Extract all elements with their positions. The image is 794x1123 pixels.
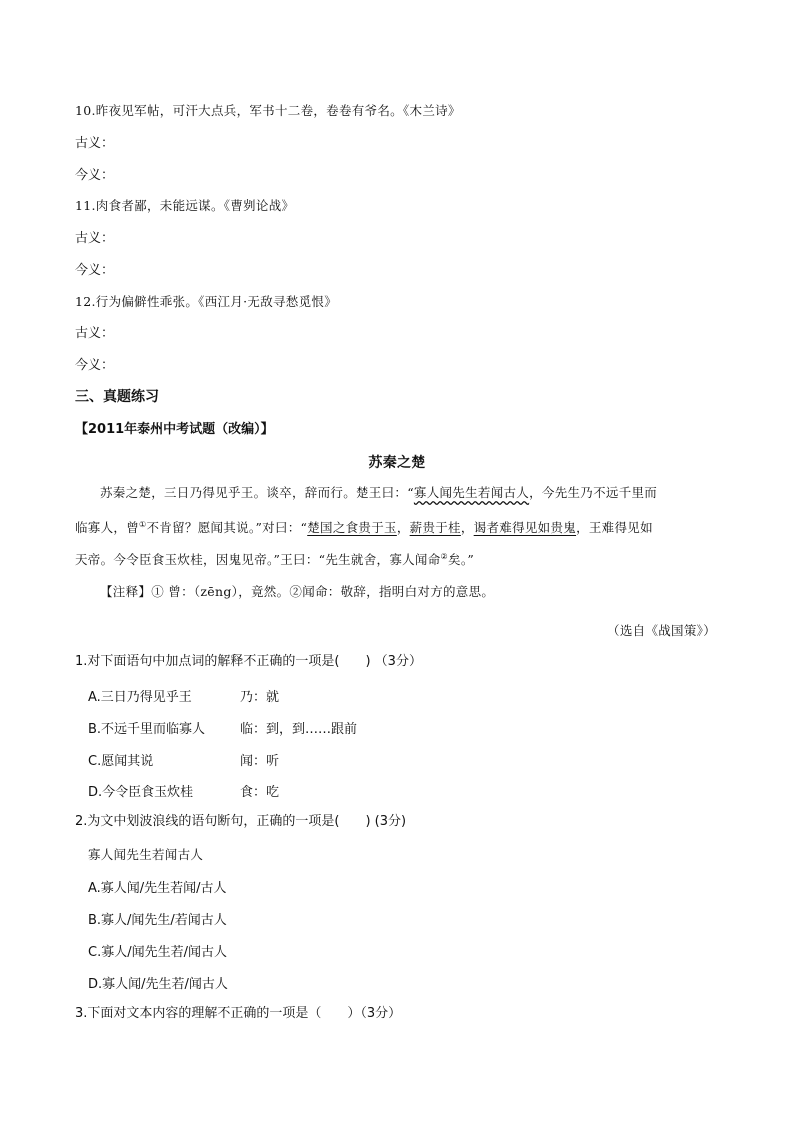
q1-option-b-gloss: 临：到，到……跟前: [240, 722, 358, 737]
q2-option-c: C.寡人/闻先生若/闻古人: [88, 945, 227, 960]
item-text: 肉食者鄙，未能远谋。《曹刿论战》: [95, 198, 295, 213]
passage-text: 临寡人，曾: [75, 520, 140, 536]
gu-label: 古义：: [75, 231, 115, 246]
q2-option-b: B.寡人/闻先生/若闻古人: [88, 913, 227, 928]
q1-option-d-gloss: 食：吃: [240, 785, 280, 800]
q1-option-a: A.三日乃得见乎王: [88, 690, 192, 705]
passage-source: （选自《战国策》）: [607, 623, 716, 638]
question-2-stem: 2.为文中划波浪线的语句断句，正确的一项是( ) (3分): [75, 814, 407, 829]
question-1-stem: 1.对下面语句中加点词的解释不正确的一项是( ) （3分）: [75, 654, 422, 669]
q2-sentence: 寡人闻先生若闻古人: [88, 847, 204, 862]
gu-label: 古义：: [75, 326, 115, 341]
passage-line-3: [75, 548, 474, 569]
wavy-sentence: 寡人闻先生若闻古人: [413, 485, 530, 500]
item-10: [75, 102, 461, 120]
passage-text: ，: [396, 520, 410, 536]
jin-label: 今义：: [75, 358, 115, 373]
question-3-stem: 3.下面对文本内容的理解不正确的一项是（ ）（3分）: [75, 1006, 402, 1021]
q1-option-b: B.不远千里而临寡人: [88, 722, 206, 737]
gu-label: 古义：: [75, 136, 115, 151]
item-11: [75, 197, 294, 215]
passage-line-1: [100, 484, 657, 502]
passage-text: 苏秦之楚，三日乃得见乎王。谈卒，辞而行。楚王曰：“: [100, 485, 414, 500]
item-number: 12.: [75, 294, 96, 309]
passage-line-2: [75, 516, 653, 537]
underlined-phrase: 薪贵于桂: [409, 520, 461, 536]
passage-note: 【注释】① 曾：（zēng），竟然。②闻命：敬辞，指明白对方的意思。: [100, 584, 495, 599]
passage-text: 天帝。今令臣食玉炊桂，因鬼见帝。”王曰：“先生就舍，寡人闻命: [75, 552, 441, 568]
section-title: 三、真题练习: [75, 389, 159, 405]
passage-text: ，今先生乃不远千里而: [529, 485, 658, 500]
passage-text: ，: [460, 520, 474, 536]
exam-source: 【2011年泰州中考试题（改编）】: [75, 422, 274, 437]
passage-title: 苏秦之楚: [368, 455, 426, 471]
item-number: 10.: [75, 103, 96, 118]
passage-text: ，王难得见如: [576, 520, 653, 536]
item-number: 11.: [75, 198, 96, 213]
underlined-phrase: 楚国之食贵于玉: [307, 520, 397, 536]
q2-option-d: D.寡人闻/先生若/闻古人: [88, 977, 228, 992]
item-text: 昨夜见军帖，可汗大点兵，军书十二卷，卷卷有爷名。《木兰诗》: [95, 103, 461, 118]
item-12: [75, 293, 337, 311]
passage-text: 不肯留？愿闻其说。”对曰：“: [146, 520, 308, 536]
q2-option-a: A.寡人闻/先生若闻/古人: [88, 881, 227, 896]
q1-option-d: D.今令臣食玉炊桂: [88, 785, 194, 800]
passage-text: 矣。”: [448, 552, 475, 568]
underlined-phrase: 谒者难得见如贵鬼: [473, 520, 577, 536]
note-marker: ②: [440, 552, 449, 561]
q1-option-c-gloss: 闻：听: [240, 754, 280, 769]
jin-label: 今义：: [75, 168, 115, 183]
note-marker: ①: [139, 520, 147, 529]
item-text: 行为偏僻性乖张。《西江月·无敌寻愁觅恨》: [95, 294, 338, 309]
q1-option-c: C.愿闻其说: [88, 754, 154, 769]
jin-label: 今义：: [75, 263, 115, 278]
q1-option-a-gloss: 乃：就: [240, 690, 280, 705]
